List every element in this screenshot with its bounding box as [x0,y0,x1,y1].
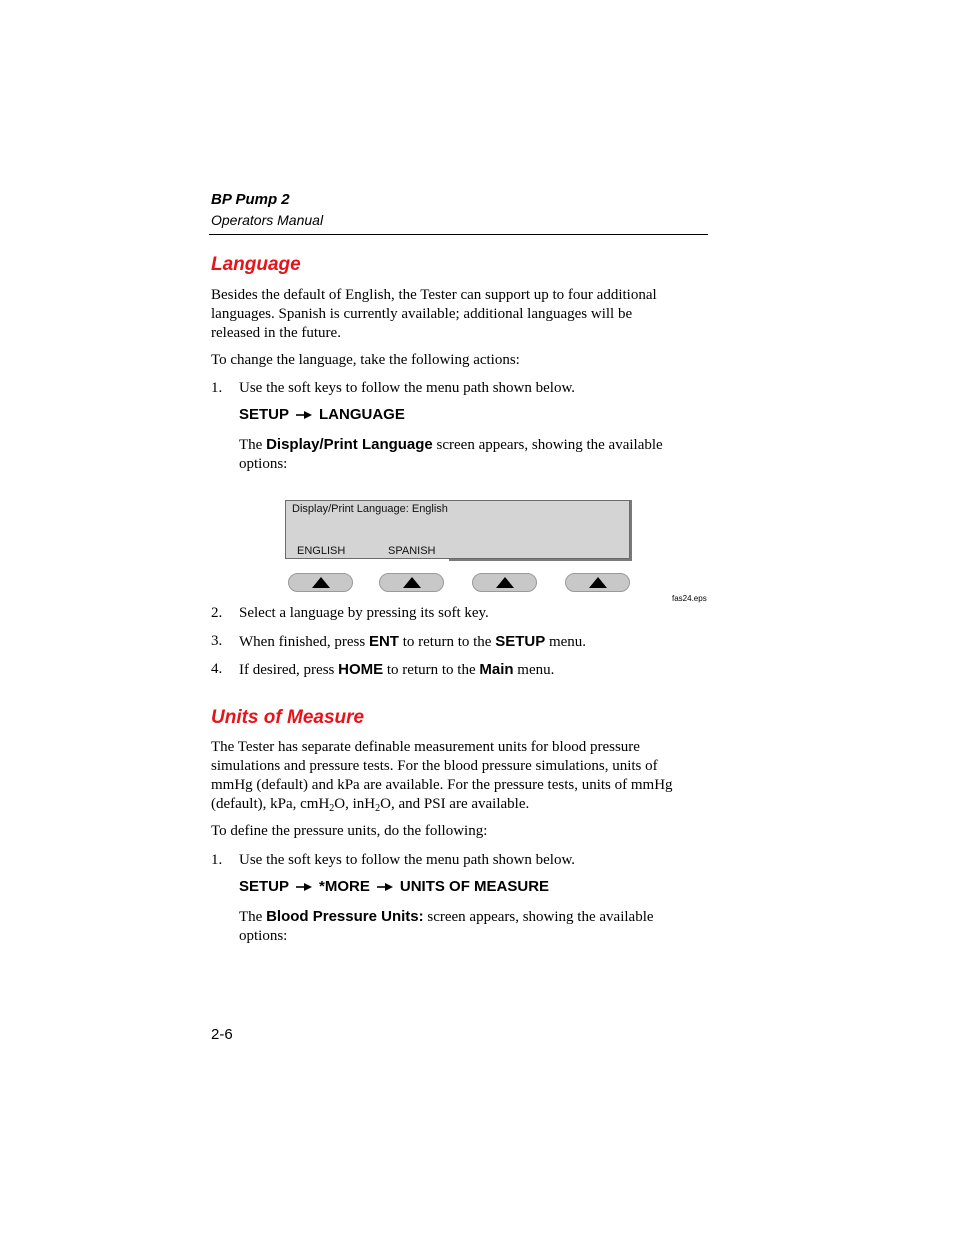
menu-path-item: *MORE [319,878,370,895]
manual-subtitle: Operators Manual [211,212,324,228]
subscript: 2 [329,803,335,814]
text-line: released in the future. [211,325,341,341]
display-option-english: ENGLISH [297,545,346,557]
text-span: to return to the [398,634,496,650]
language-actions-intro: To change the language, take the following actions: [211,352,520,368]
menu-path-item: UNITS OF MEASURE [399,878,550,895]
manual-title: BP Pump 2 [211,191,290,208]
screen-description [239,435,709,474]
up-arrow-icon [312,577,330,588]
text-span: O, and PSI are available. [380,796,530,812]
menu-path-item: SETUP [239,878,290,895]
text-span: (default), kPa, cmH [211,796,330,812]
text-span: menu. [513,662,555,678]
text-line: mmHg (default) and kPa are available. For the pressure tests, units of mmHg [211,777,673,793]
step-text [239,632,586,652]
text-line: simulations and pressure tests. For the blood pressure simulations, units of [211,758,658,774]
section-heading-units: Units of Measure [211,707,365,728]
text-line: Besides the default of English, the Tester can support up to four additional [211,287,657,303]
key-name: HOME [338,661,384,678]
menu-path-units [239,878,549,895]
menu-path-item: SETUP [239,406,290,423]
display-title: Display/Print Language: English [292,503,448,515]
menu-path-item: LANGUAGE [319,406,405,423]
soft-key-1[interactable] [288,573,353,592]
text-span: When finished, press [239,634,369,650]
screen-name: Display/Print Language [266,436,433,453]
step-number: 2. [211,605,223,621]
step-number: 3. [211,633,223,649]
arrow-right-icon [295,410,313,420]
menu-path-language [239,406,405,423]
lcd-display [285,500,630,559]
header-rule [209,234,708,235]
text-line: languages. Spanish is currently available; additional languages will be [211,306,633,322]
text-span: The [239,909,267,925]
display-shadow [449,559,632,561]
soft-key-4[interactable] [565,573,630,592]
text-span: The [239,437,267,453]
up-arrow-icon [403,577,421,588]
text-span: screen appears, showing the available [423,909,654,925]
step-text: Use the soft keys to follow the menu path shown below. [239,380,576,396]
up-arrow-icon [589,577,607,588]
step-number: 1. [211,852,223,868]
step-number: 1. [211,380,223,396]
screen-name: Blood Pressure Units: [266,908,424,925]
units-intro-paragraph [211,738,711,814]
display-shadow [630,500,632,561]
soft-key-2[interactable] [379,573,444,592]
menu-name: SETUP [495,633,546,650]
text-span: to return to the [383,662,480,678]
arrow-right-icon [295,882,313,892]
units-define-intro: To define the pressure units, do the following: [211,823,488,839]
step-text: Use the soft keys to follow the menu path shown below. [239,852,576,868]
step-text: Select a language by pressing its soft key. [239,605,489,621]
step-number: 4. [211,661,223,677]
soft-key-3[interactable] [472,573,537,592]
arrow-right-icon [376,882,394,892]
menu-name: Main [479,661,514,678]
text-line: options: [239,456,288,472]
screen-description [239,907,709,946]
text-span: menu. [545,634,587,650]
up-arrow-icon [496,577,514,588]
text-span: If desired, press [239,662,339,678]
text-span: O, inH [334,796,376,812]
text-line: options: [239,928,288,944]
figure-label: fas24.eps [672,594,707,603]
page-number: 2-6 [211,1026,233,1043]
display-option-spanish: SPANISH [388,545,436,557]
text-span: screen appears, showing the available [432,437,663,453]
key-name: ENT [368,633,399,650]
text-line: The Tester has separate definable measurement units for blood pressure [211,739,640,755]
language-intro-paragraph [211,286,711,343]
section-heading-language: Language [211,254,301,275]
subscript: 2 [375,803,381,814]
text-line [211,795,711,814]
step-text [239,660,554,680]
